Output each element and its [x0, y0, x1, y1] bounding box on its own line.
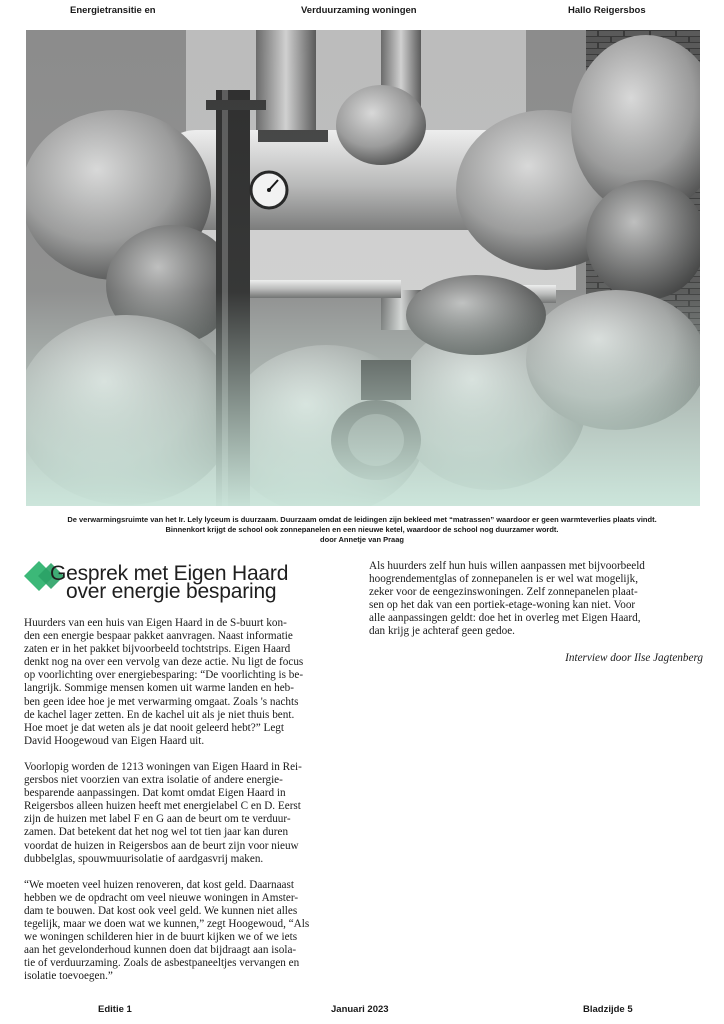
text-line: David Hoogewoud van Eigen Haard uit. [24, 734, 205, 747]
text-line: isolatie toevoegen.” [24, 970, 113, 983]
text-line: “We moeten veel huizen renoveren, dat kost geld. Daarnaast [24, 878, 294, 891]
text-line: alle aanpassingen geldt: doe het in overleg met Eigen Haard, [369, 612, 641, 625]
text-line: Huurders van een huis van Eigen Haard in de S-buurt kon- [24, 617, 287, 629]
page-footer [0, 1004, 724, 1018]
text-line: dan krijg je achteraf geen gedoe. [369, 625, 515, 638]
text-line: dam te bouwen. Dat kost ook veel geld. We kunnen niet alles [24, 904, 298, 917]
article-column-left [24, 617, 358, 996]
text-line: denkt nog na over een vervolg van deze actie. Nu ligt de focus [24, 656, 304, 669]
article-column-right [369, 560, 703, 678]
text-line: Voorlopig worden de 1213 woningen van Eigen Haard in Rei- [24, 760, 302, 773]
article-paragraph [369, 560, 703, 639]
text-line: hebben we de opdracht om veel nieuwe woningen in Amster- [24, 891, 299, 904]
footer-date: Januari 2023 [331, 1004, 389, 1015]
footer-edition: Editie 1 [98, 1004, 132, 1015]
text-line: hoogrendementglas of zonnepanelen is er wel wat mogelijk, [369, 573, 639, 586]
header-right: Hallo Reigersbos [568, 5, 646, 16]
article-paragraph [24, 761, 358, 866]
caption-credit: door Annetje van Praag [320, 535, 404, 544]
article-paragraph [24, 617, 358, 748]
text-line: tegelijk, maar we doen wat we kunnen,” zegt Hoogewoud, “Als [24, 917, 310, 930]
text-line: zeker voor de eengezinswoningen. Zelf zonnepanelen plaat- [369, 586, 638, 599]
article-title-line: over energie besparing [66, 580, 277, 603]
interview-credit: Interview door Ilse Jagtenberg [565, 651, 703, 664]
text-line: Reigersbos alleen huizen heeft met energielabel C en D. Eerst [24, 800, 301, 813]
article-title-block [24, 560, 364, 608]
text-line: gersbos niet voorzien van extra isolatie of andere energie- [24, 774, 283, 787]
text-line: Als huurders zelf hun huis willen aanpassen met bijvoorbeeld [369, 560, 645, 572]
caption-line: De verwarmingsruimte van het Ir. Lely lyceum is duurzaam. Duurzaam omdat de leidingen zijn bekleed met “matrassen” waardoor er geen warmteverlies plaats vindt. [67, 515, 657, 524]
text-line: de kachel lager zetten. En de kachel uit als je niet thuis bent. [24, 708, 295, 721]
header-center: Verduurzaming woningen [301, 5, 417, 16]
text-line: Hoe moet je dat weten als je dat nooit geleerd hebt?” Legt [24, 721, 285, 734]
text-line: dubbelglas, spouwmuurisolatie of aardgasvrij maken. [24, 852, 264, 865]
text-line: ben geen idee hoe je met verwarming omgaat. Zoals 's nachts [24, 695, 299, 708]
photo-caption [14, 515, 710, 545]
text-line: aan het gevelonderhoud kunnen doen dat bijdraagt aan isola- [24, 944, 297, 957]
header-left: Energietransitie en [70, 5, 156, 16]
text-line: zamen. Dat betekent dat het nog wel tot tien jaar kan duren [24, 826, 289, 839]
text-line: op voorlichting over energiebesparing: “De voorlichting is be- [24, 669, 304, 682]
boiler-room-photo [26, 30, 700, 506]
text-line: besparende aanpassingen. Dat komt omdat Eigen Haard in [24, 787, 286, 800]
text-line: zijn de huizen met label F en G aan de beurt om te verduur- [24, 813, 291, 826]
text-line: sen op het dak van een portiek-etage-woning kan niet. Voor [369, 599, 636, 612]
page-header [0, 5, 724, 19]
text-line: tie of verduurzaming. Zoals de asbestpaneeltjes vervangen en [24, 957, 300, 970]
caption-line: Binnenkort krijgt de school ook zonnepanelen en een nieuwe ketel, waardoor de school nog duurzamer wordt. [165, 525, 559, 534]
text-line: we woningen schilderen hier in de buurt kijken we of we iets [24, 931, 298, 944]
article-title-line: Gesprek met Eigen Haard [50, 562, 289, 585]
article-title [50, 562, 289, 603]
text-line: voordat de huizen in Reigersbos aan de beurt zijn voor nieuw [24, 839, 299, 852]
text-line: zaten er in het pakket bijvoorbeeld tochtstrips. Eigen Haard [24, 643, 291, 656]
text-line: langrijk. Sommige mensen komen uit warme landen en heb- [24, 682, 294, 695]
footer-page-number: Bladzijde 5 [583, 1004, 633, 1015]
article-paragraph [24, 879, 358, 984]
text-line: den een energie bespaar pakket aanvragen. Naast informatie [24, 630, 293, 643]
